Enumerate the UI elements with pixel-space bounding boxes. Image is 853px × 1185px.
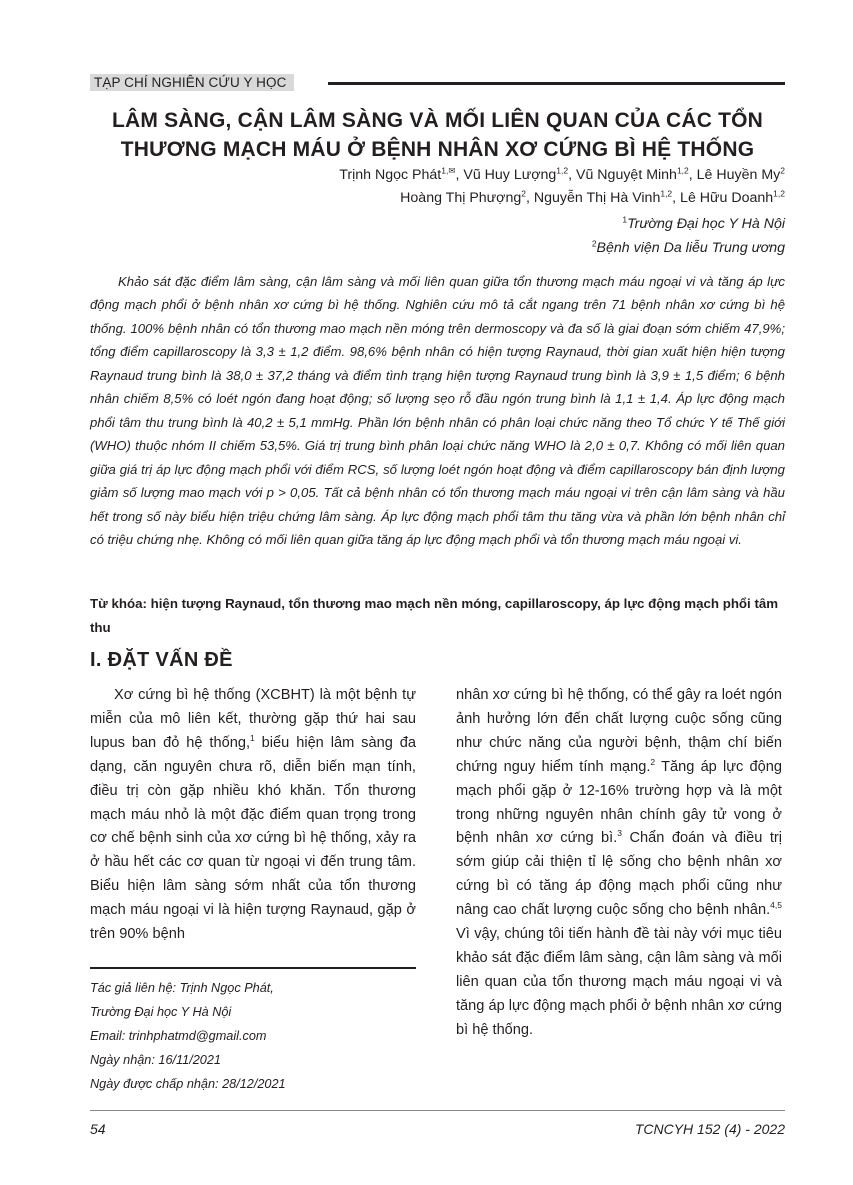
author-name: , Vũ Huy Lượng	[455, 167, 557, 183]
corresponding-institution: Trường Đại học Y Hà Nội	[90, 1005, 232, 1019]
article-title	[90, 106, 785, 164]
footnote-divider	[90, 967, 416, 969]
journal-header	[90, 74, 785, 94]
corresponding-author: Tác giả liên hệ: Trịnh Ngọc Phát,	[90, 981, 274, 995]
title-line-1: LÂM SÀNG, CẬN LÂM SÀNG VÀ MỐI LIÊN QUAN CỦA CÁC TỔN	[111, 109, 764, 132]
affiliation-list	[592, 212, 785, 260]
body-column-left	[90, 684, 416, 947]
abstract: Khảo sát đặc điểm lâm sàng, cận lâm sàng và mối liên quan giữa tổn thương mạch máu ngoại vi và tăng áp lực động mạch phổi ở bệnh nhân xơ cứng bì hệ thống. Nghiên cứu mô tả cắt ngang trên 71 bệnh nhân xơ cứng bì hệ thống. 100% bệnh nhân có tổn thương mao mạch nền móng trên dermoscopy và đa số là giai đoạn sớm chiếm 47,9%; tổng điểm capillaroscopy là 3,3 ± 1,2 điểm. 98,6% bệnh nhân có hiện tượng Raynaud, thời gian xuất hiện hiện tượng Raynaud trung bình là 38,0 ± 37,2 tháng và điểm tình trạng hiện tượng Raynaud trung bình là 3,9 ± 1,5 điểm; 6 bệnh nhân chiếm 8,5% có loét ngón đang hoạt động; số lượng sẹo rỗ đầu ngón trung bình là 1,1 ± 1,4. Áp lực động mạch phổi tâm thu trung bình là 40,2 ± 5,1 mmHg. Phần lớn bệnh nhân có phân loại chức năng theo Tổ chức Y tế Thế giới (WHO) thuộc nhóm II chiếm 53,5%. Giá trị trung bình phân loại chức năng WHO là 2,0 ± 0,7. Không có mối liên quan giữa giá trị áp lực động mạch phổi với điểm RCS, số lượng loét ngón hoạt động và điểm capillaroscopy bán định lượng giảm số lượng mao mạch với p > 0,05. Tất cả bệnh nhân có tổn thương mạch máu ngoại vi trên cận lâm sàng và hầu hết trong số này biểu hiện triệu chứng lâm sàng. Áp lực động mạch phổi tâm thu tăng vừa và phần lớn bệnh nhân chỉ có triệu chứng nhẹ. Không có mối liên quan giữa tăng áp lực động mạch phổi và tổn thương mạch máu ngoại vi.	[90, 274, 785, 547]
accepted-date: Ngày được chấp nhận: 28/12/2021	[90, 1077, 286, 1091]
citation-ref: 3	[617, 828, 623, 839]
page-number: 54	[90, 1121, 106, 1137]
header-rule	[328, 82, 785, 85]
correspondence-footnote	[90, 976, 286, 1096]
author-list	[339, 164, 785, 210]
paragraph-text: Xơ cứng bì hệ thống (XCBHT) là một bệnh tự miễn của mô liên kết, thường gặp thứ hai sau lupus ban đỏ hệ thống,	[90, 687, 416, 751]
author-name: Trịnh Ngọc Phát	[339, 167, 442, 183]
title-line-2: THƯƠNG MẠCH MÁU Ở BỆNH NHÂN XƠ CỨNG BÌ HỆ THỐNG	[120, 138, 755, 161]
author-name: , Vũ Nguyệt Minh	[568, 167, 677, 183]
author-affiliation-mark: 1,2	[773, 188, 785, 199]
author-name: , Lê Hữu Doanh	[672, 190, 774, 206]
received-date: Ngày nhận: 16/11/2021	[90, 1053, 221, 1067]
author-name: , Lê Huyền My	[688, 167, 781, 183]
author-line-2	[339, 187, 785, 210]
corresponding-email: Email: trinhphatmd@gmail.com	[90, 1029, 267, 1043]
journal-name: TẠP CHÍ NGHIÊN CỨU Y HỌC	[90, 74, 294, 91]
paragraph-text: Vì vậy, chúng tôi tiến hành đề tài này với mục tiêu khảo sát đặc điểm lâm sàng, cận lâm sàng và mối liên quan của tổn thương mạch máu ngoại vi và tăng áp lực động mạch phổi ở bệnh nhân xơ cứng bì hệ thống.	[456, 926, 782, 1038]
paragraph-text: Chẩn đoán và điều trị sớm giúp cải thiện tỉ lệ sống cho bệnh nhân xơ cứng bì có tăng áp động mạch phổi cũng như nâng cao chất lượng cuộc sống cho bệnh nhân.	[456, 830, 782, 919]
citation-ref: 1	[250, 732, 255, 743]
affiliation-number: 2	[591, 238, 597, 249]
citation-ref: 2	[650, 756, 656, 767]
affiliation-number: 1	[622, 214, 628, 225]
author-affiliation-mark: 1,✉	[441, 165, 456, 176]
author-affiliation-mark: 1,2	[676, 165, 689, 176]
author-affiliation-mark: 2	[521, 188, 526, 199]
author-name: , Nguyễn Thị Hà Vinh	[526, 190, 661, 206]
author-line-1	[339, 164, 785, 187]
affiliation-2	[592, 236, 785, 260]
body-column-right	[456, 684, 782, 1043]
journal-issue: TCNCYH 152 (4) - 2022	[634, 1121, 785, 1137]
section-heading: I. ĐẶT VẤN ĐỀ	[90, 649, 233, 671]
affiliation-1	[592, 212, 785, 236]
author-affiliation-mark: 2	[780, 165, 785, 176]
affiliation-name: Bệnh viện Da liễu Trung ương	[596, 240, 785, 256]
author-affiliation-mark: 1,2	[556, 165, 569, 176]
affiliation-name: Trường Đại học Y Hà Nội	[627, 216, 785, 232]
paragraph-text: nhân xơ cứng bì hệ thống, có thể gây ra loét ngón ảnh hưởng lớn đến chất lượng cuộc sống cũng như chức năng của người bệnh, thậm chí biến chứng nguy hiểm tính mạng.	[456, 687, 782, 775]
footer-rule	[90, 1110, 785, 1111]
author-affiliation-mark: 1,2	[660, 188, 673, 199]
author-name: Hoàng Thị Phượng	[400, 190, 522, 206]
paragraph-text: biểu hiện lâm sàng đa dạng, căn nguyên chưa rõ, diễn biến mạn tính, điều trị còn gặp nhiều khó khăn. Tổn thương mạch máu nhỏ là một đặc điểm quan trọng trong cơ chế bệnh sinh của xơ cứng bì hệ thống, xảy ra ở hầu hết các cơ quan từ ngoại vi đến trung tâm. Biểu hiện lâm sàng sớm nhất của tổn thương mạch máu ngoại vi là hiện tượng Raynaud, gặp ở trên 90% bệnh	[90, 734, 416, 943]
paragraph-text: Tăng áp lực động mạch phổi gặp ở 12-16% trường hợp và là một trong những nguyên nhân chính gây tử vong ở bệnh nhân xơ cứng bì.	[456, 758, 782, 847]
keywords: Từ khóa: hiện tượng Raynaud, tổn thương mao mạch nền móng, capillaroscopy, áp lực động mạch phổi tâm thu	[90, 596, 779, 635]
citation-ref: 4,5	[770, 900, 782, 911]
